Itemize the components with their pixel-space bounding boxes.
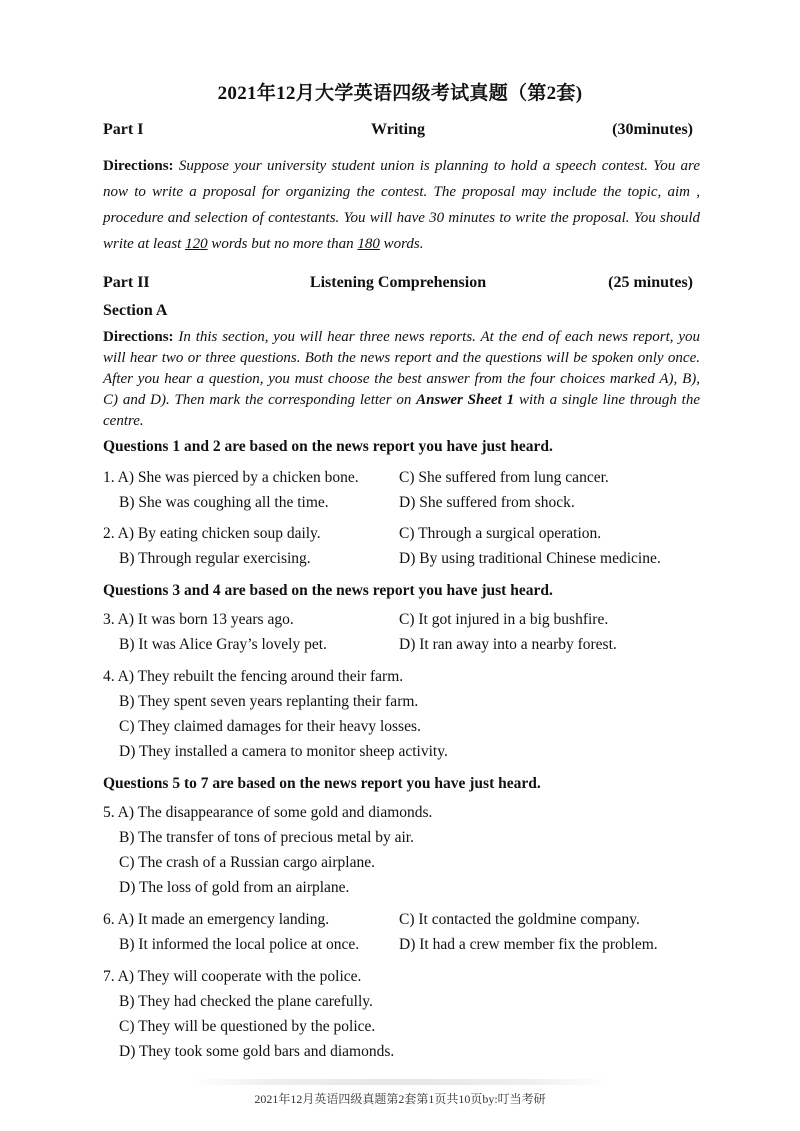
q1-option-d: D) She suffered from shock. — [399, 494, 575, 511]
directions-text: Suppose your university student union is planning to hold a speech contest. You are now to write a proposal for organizing the contest. The proposal may include the topic, aim , procedure and selection of contestants. You will have 30 minutes to write the proposal. You should write at least — [103, 158, 700, 252]
part1-time: (30minutes) — [612, 121, 693, 138]
section-title: Section A — [103, 302, 168, 319]
q5-option-b: B) The transfer of tons of precious metal by air. — [119, 829, 414, 846]
q1-option-a: 1. A) She was pierced by a chicken bone. — [103, 469, 359, 486]
directions-text: In this section, you will hear three news reports. At the end of each news report, you will hear two or three questions. Both the news report and the questions will be spoken only once. After you hear a question, you must choose the best answer from the four choices marked A), B), C) and D). Then mark the corresponding letter on — [103, 329, 700, 408]
q7-option-d: D) They took some gold bars and diamonds. — [119, 1043, 395, 1060]
q3-option-a: 3. A) It was born 13 years ago. — [103, 611, 294, 628]
directions-text-2: words but no more than — [207, 236, 358, 252]
part1-label: Part I — [103, 121, 144, 138]
directions-label: Directions: — [103, 329, 174, 345]
part2-label: Part II — [103, 274, 150, 291]
min-words: 120 — [185, 236, 208, 252]
directions-label: Directions: — [103, 158, 174, 174]
q4-option-a: 4. A) They rebuilt the fencing around their farm. — [103, 668, 404, 685]
directions-text-3: words. — [379, 236, 424, 252]
part1-header — [103, 121, 693, 143]
q1-option-b: B) She was coughing all the time. — [119, 494, 329, 511]
part2-directions — [103, 327, 700, 432]
q3-option-d: D) It ran away into a nearby forest. — [399, 636, 617, 653]
q3-option-b: B) It was Alice Gray’s lovely pet. — [119, 636, 327, 653]
q5-option-d: D) The loss of gold from an airplane. — [119, 879, 350, 896]
q4-option-c: C) They claimed damages for their heavy losses. — [119, 718, 421, 735]
question-group-heading: Questions 5 to 7 are based on the news report you have just heard. — [103, 775, 541, 792]
q2-option-b: B) Through regular exercising. — [119, 550, 311, 567]
scan-smudge — [190, 1079, 610, 1085]
q2-option-a: 2. A) By eating chicken soup daily. — [103, 525, 321, 542]
q2-option-d: D) By using traditional Chinese medicine. — [399, 550, 661, 567]
q6-option-a: 6. A) It made an emergency landing. — [103, 911, 330, 928]
q7-option-a: 7. A) They will cooperate with the police. — [103, 968, 362, 985]
q1-option-c: C) She suffered from lung cancer. — [399, 469, 609, 486]
part2-header — [103, 274, 693, 296]
q7-option-b: B) They had checked the plane carefully. — [119, 993, 373, 1010]
max-words: 180 — [357, 236, 380, 252]
q6-option-b: B) It informed the local police at once. — [119, 936, 360, 953]
page-title: 2021年12月大学英语四级考试真题（第2套) — [217, 83, 583, 104]
q5-option-a: 5. A) The disappearance of some gold and diamonds. — [103, 804, 433, 821]
q4-option-b: B) They spent seven years replanting their farm. — [119, 693, 419, 710]
q3-option-c: C) It got injured in a big bushfire. — [399, 611, 609, 628]
q7-option-c: C) They will be questioned by the police. — [119, 1018, 376, 1035]
part1-name: Writing — [371, 121, 425, 138]
q6-option-c: C) It contacted the goldmine company. — [399, 911, 640, 928]
part1-directions — [103, 153, 700, 257]
q2-option-c: C) Through a surgical operation. — [399, 525, 602, 542]
q4-option-d: D) They installed a camera to monitor sheep activity. — [119, 743, 448, 760]
q6-option-d: D) It had a crew member fix the problem. — [399, 936, 658, 953]
q5-option-c: C) The crash of a Russian cargo airplane. — [119, 854, 375, 871]
part2-name: Listening Comprehension — [309, 274, 487, 291]
page-footer: 2021年12月英语四级真题第2套第1页共10页by:叮当考研 — [254, 1092, 546, 1106]
answer-sheet-label: Answer Sheet 1 — [416, 392, 515, 408]
question-group-heading: Questions 3 and 4 are based on the news report you have just heard. — [103, 582, 553, 599]
question-group-heading: Questions 1 and 2 are based on the news report you have just heard. — [103, 438, 553, 455]
part2-time: (25 minutes) — [608, 274, 693, 291]
directions-text-2: with a single line through the centre. — [103, 392, 700, 429]
